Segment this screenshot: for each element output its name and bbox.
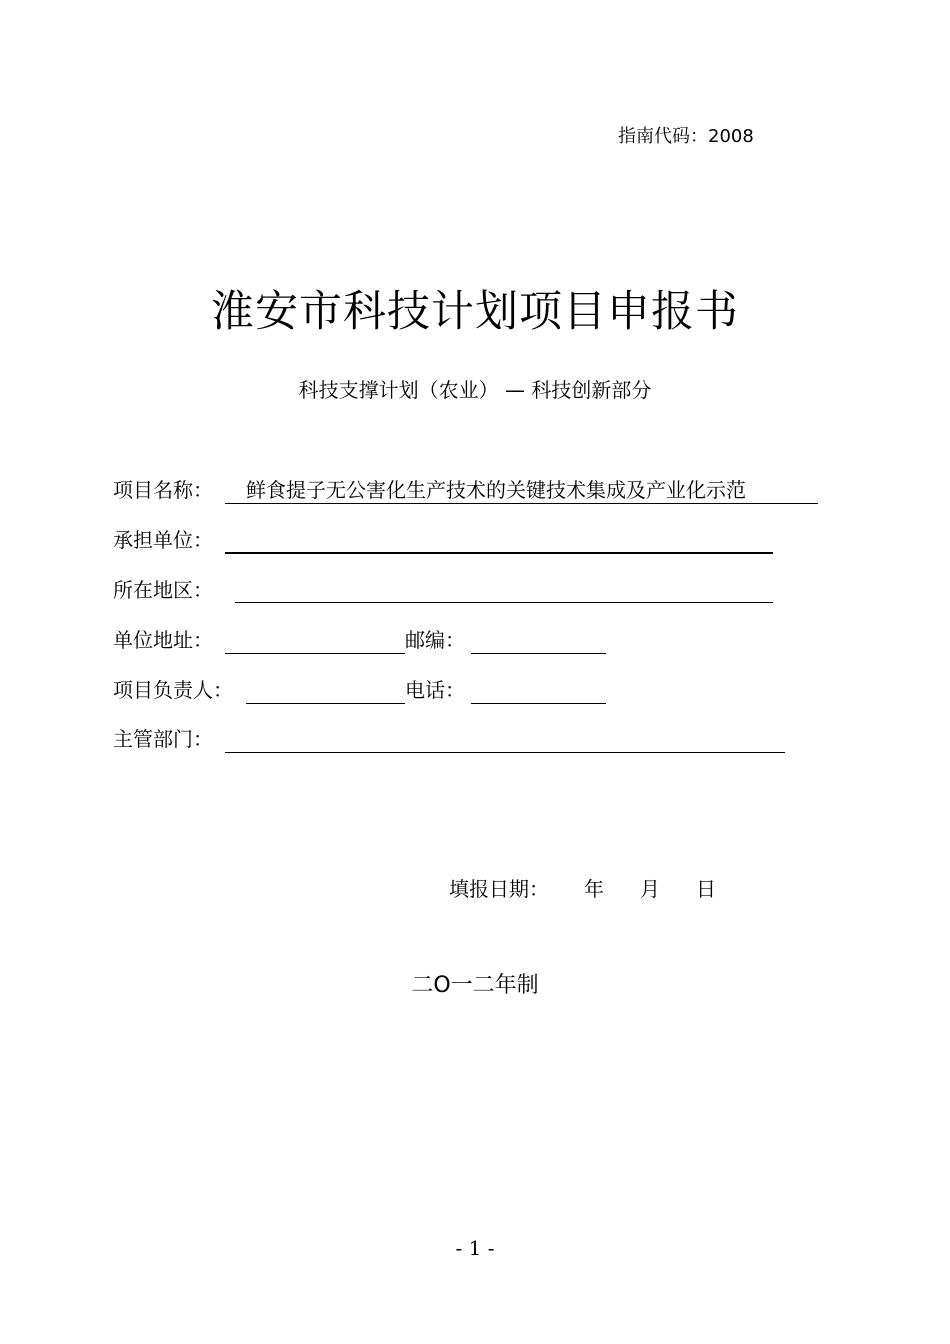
made-year: 二O一二年制 — [411, 973, 539, 998]
project-name-value: 鲜食提子无公害化生产技术的关键技术集成及产业化示范 — [246, 478, 746, 502]
authority-field[interactable] — [225, 752, 785, 753]
unit-address-field[interactable] — [225, 653, 405, 654]
project-leader-field[interactable] — [246, 703, 405, 704]
postcode-label: 邮编： — [405, 628, 465, 652]
region-field[interactable] — [235, 602, 773, 603]
project-name-label: 项目名称： — [113, 478, 213, 502]
phone-field[interactable] — [471, 703, 606, 704]
document-title: 淮安市科技计划项目申报书 — [211, 287, 739, 337]
fill-date-day: 日 — [696, 877, 716, 901]
region-label: 所在地区： — [113, 578, 213, 602]
guide-code: 指南代码：2008 — [618, 126, 754, 147]
project-name-underline — [225, 503, 818, 504]
page-number: - 1 - — [455, 1236, 495, 1260]
unit-address-label: 单位地址： — [113, 628, 213, 652]
fill-date-month: 月 — [640, 877, 660, 901]
document-subtitle: 科技支撑计划（农业） — 科技创新部分 — [298, 378, 652, 402]
postcode-field[interactable] — [471, 653, 606, 654]
phone-label: 电话： — [405, 678, 465, 702]
fill-date-year: 年 — [584, 877, 604, 901]
authority-label: 主管部门： — [113, 727, 213, 751]
undertaking-unit-label: 承担单位： — [113, 528, 213, 552]
project-leader-label: 项目负责人： — [113, 678, 233, 702]
undertaking-unit-field[interactable] — [225, 552, 773, 554]
fill-date-label: 填报日期： — [449, 877, 549, 901]
